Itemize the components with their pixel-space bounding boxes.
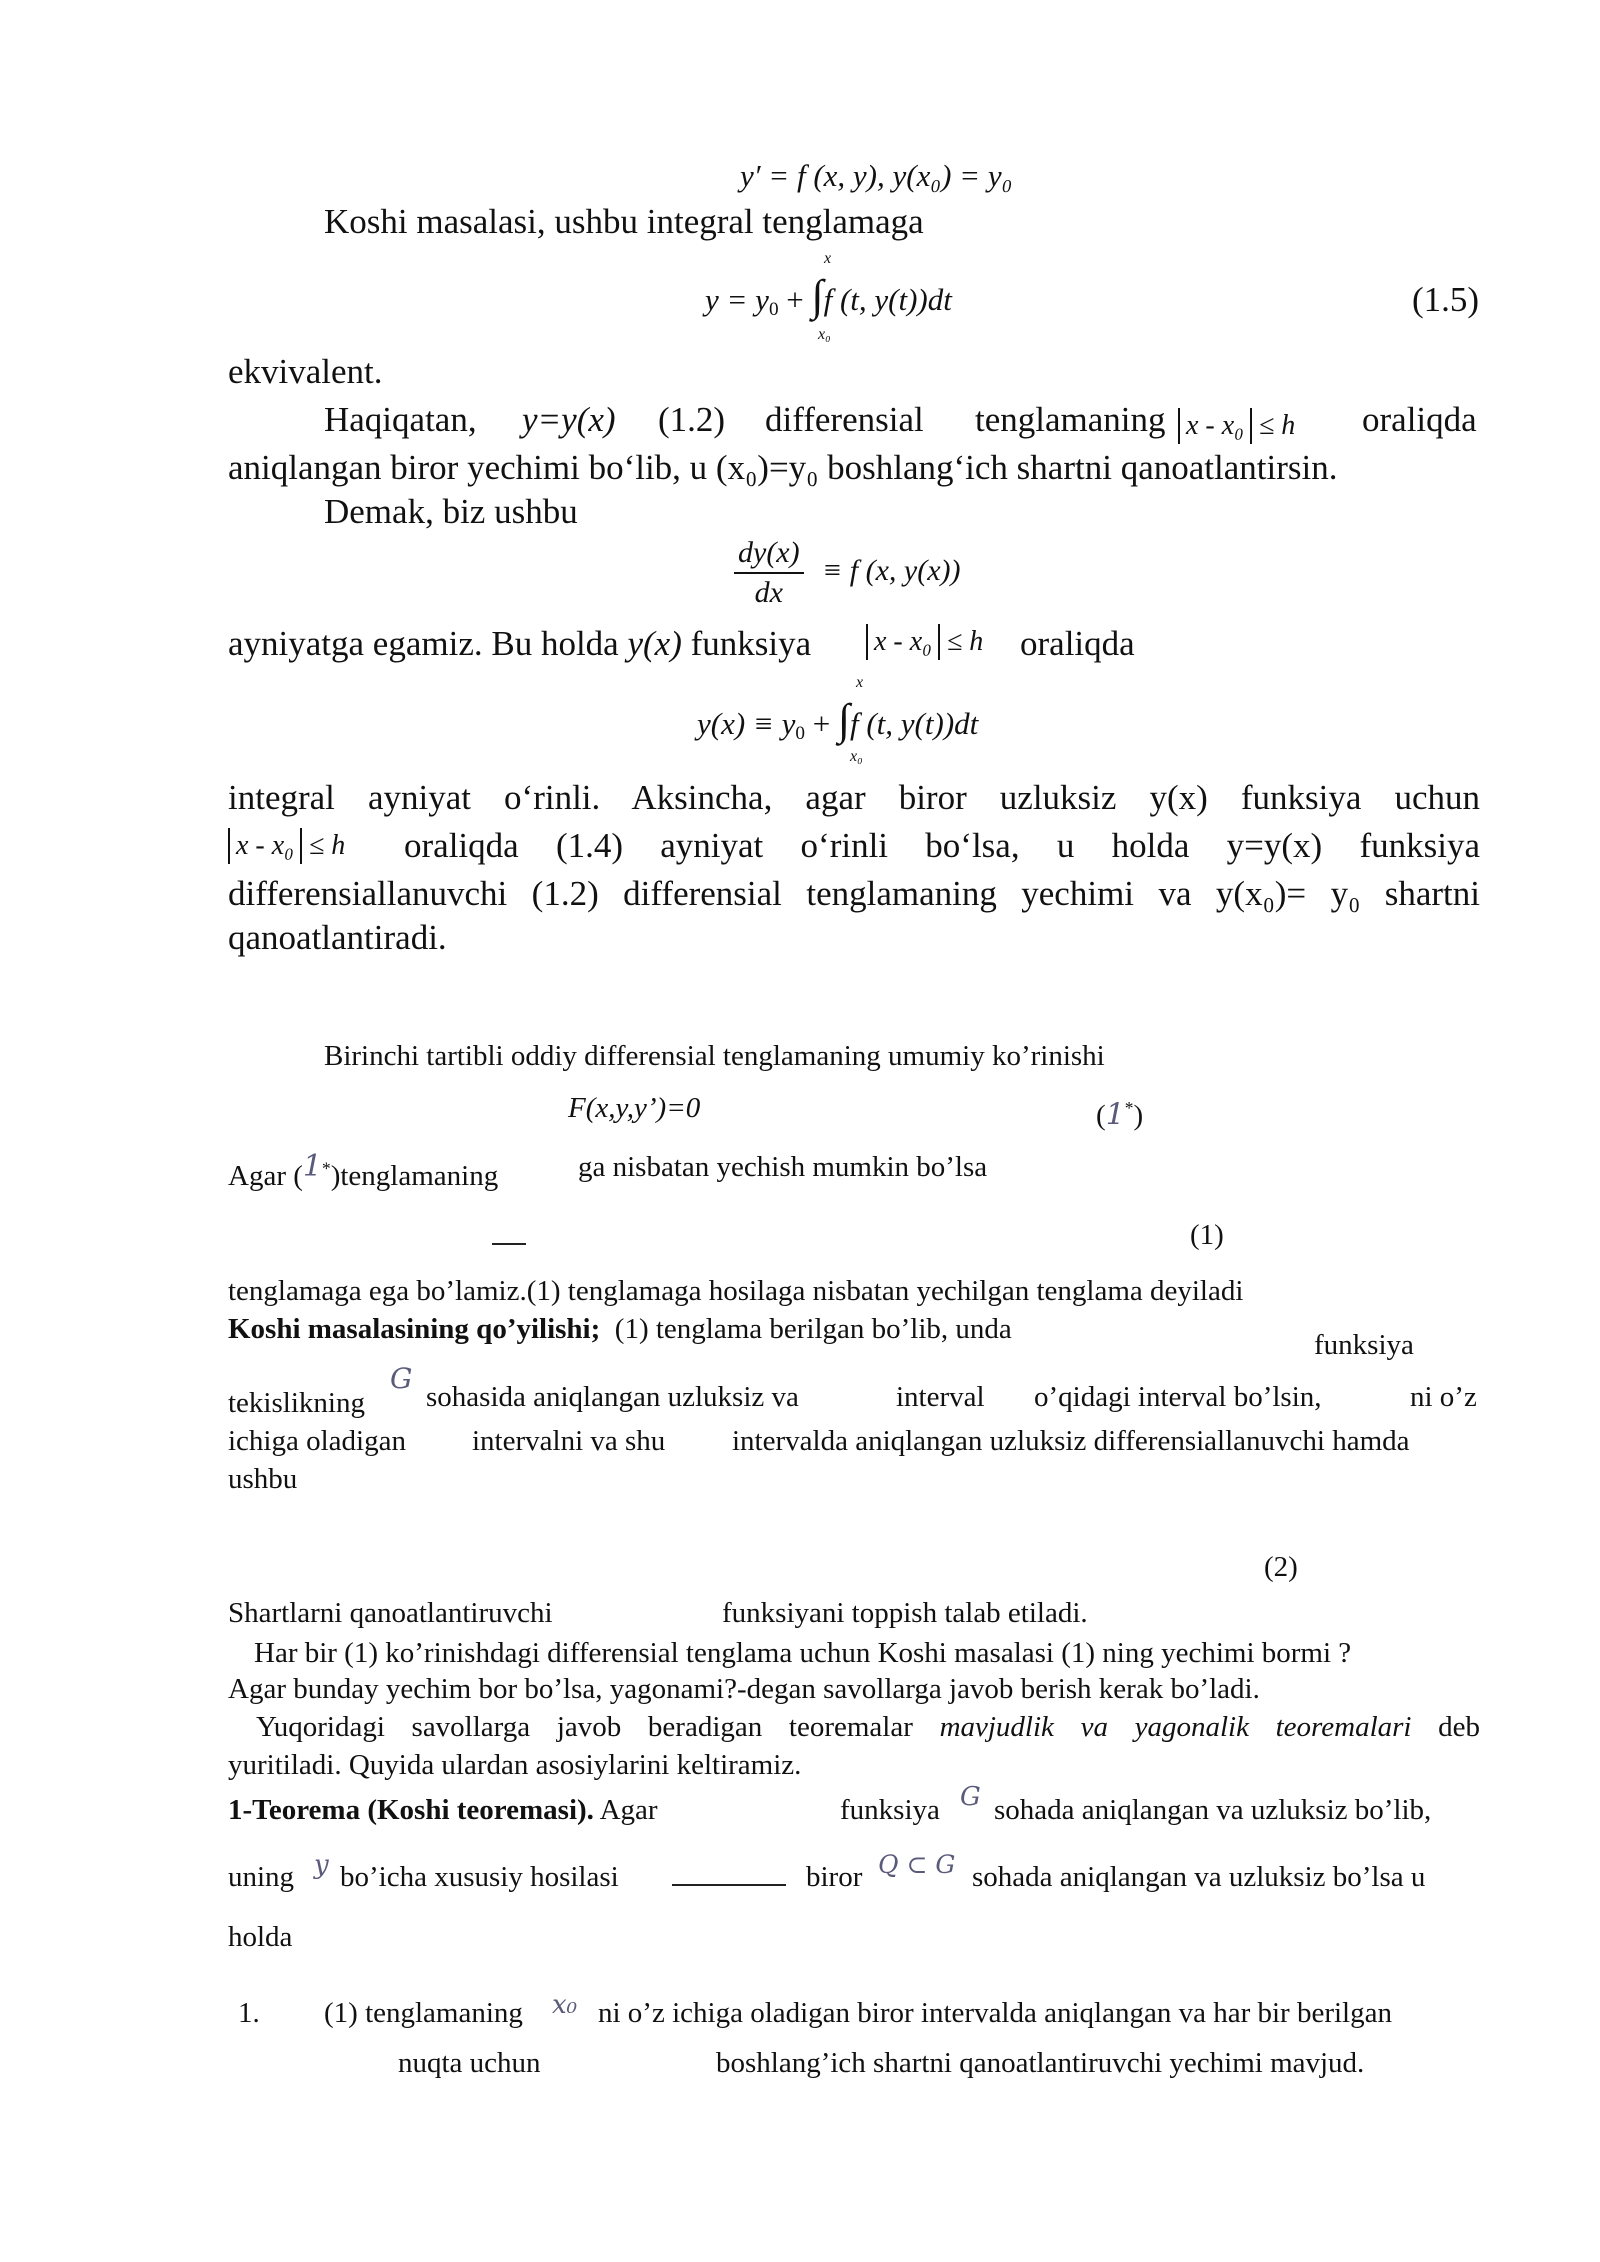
oqidagi-text: o’qidagi interval bo’lsin, — [1034, 1381, 1322, 1413]
nisbatan-text: ga nisbatan yechish mumkin bo’lsa — [578, 1151, 988, 1183]
teorema-title: 1-Teorema (Koshi teoremasi). Agar — [228, 1794, 658, 1826]
interval-word: interval — [896, 1381, 985, 1413]
interval-condition: x - x₀ ≤ h — [1178, 402, 1295, 450]
koshi-problem-line: Koshi masalasining qo’yilishi; (1) tenglama berilgan bo’lib, unda — [228, 1313, 1012, 1345]
cauchy-equation: y′ = f (x, y), y(x₀) = y₀ — [740, 158, 1013, 193]
funksiyani-text: funksiyani toppish talab etiladi. — [722, 1597, 1088, 1629]
ekvivalent-line: ekvivalent. — [228, 352, 383, 391]
equation-F: F(x,y,y’)=0 — [568, 1092, 701, 1124]
ushbu-text: ushbu — [228, 1463, 298, 1495]
derivative-identity-rhs: ≡ f (x, y(x)) — [822, 554, 961, 587]
funksiya-right: funksiya — [1314, 1329, 1414, 1361]
tenglamaga-line: tenglamaga ega bo’lamiz.(1) tenglamaga hosilaga nisbatan yechilgan tenglama deyiladi — [228, 1275, 1244, 1307]
uning-word: uning — [228, 1861, 295, 1893]
aniqlangan-line: aniqlangan biror yechimi bo‘lib, u (x₀)=y₀ boshlang‘ich shartni qanoatlantirsin. — [228, 448, 1338, 487]
xususiy-text: bo’icha xususiy hosilasi — [340, 1861, 619, 1893]
haqiqatan-word: Haqiqatan, — [324, 400, 477, 439]
ichiga-text: ichiga oladigan — [228, 1425, 406, 1457]
agar-bunday-line: Agar bunday yechim bor bo’lsa, yagonami?-degan savollarga javob berish kerak bo’ladi. — [228, 1673, 1260, 1705]
eq-1-5-upper-limit: x — [824, 250, 832, 267]
equation-F-number: (1*) — [1096, 1097, 1144, 1133]
holda-word: holda — [228, 1921, 293, 1953]
tenglamaning-word: tenglamaning — [975, 400, 1166, 439]
interval-condition-2: x - x₀ ≤ h — [866, 624, 983, 660]
ayniyat-line: ayniyatga egamiz. Bu holda y(x) funksiya — [228, 624, 812, 663]
integral-ayniyat-line: integral ayniyat o‘rinli. Aksincha, agar biror uzluksiz y(x) funksiya uchun — [228, 778, 1480, 817]
list-item-text: ni o’z ichiga oladigan biror intervalda aniqlangan va har bir berilgan — [598, 1997, 1392, 2029]
section-heading: Birinchi tartibli oddiy differensial tenglamaning umumiy ko’rinishi — [324, 1040, 1105, 1072]
nuqta-uchun-text: nuqta uchun — [398, 2047, 541, 2079]
oraliqda-word-2: oraliqda — [1020, 624, 1135, 663]
ref-1-2: (1.2) — [658, 400, 726, 439]
sohasida-text: sohasida aniqlangan uzluksiz va — [426, 1381, 799, 1413]
oraliqda-word: oraliqda — [1362, 400, 1477, 439]
sohada-uzluksiz-text: sohada aniqlangan va uzluksiz bo’lsa u — [972, 1861, 1426, 1893]
Q-subset-G: Q ⊂ G — [878, 1850, 956, 1879]
interval-condition-3: x - x₀ ≤ h — [228, 828, 345, 864]
tekislikning-word: tekislikning — [228, 1387, 365, 1419]
integral-identity-lower: x₀ — [850, 748, 863, 765]
biror-word: biror — [806, 1861, 863, 1893]
partial-fraction-dash — [672, 1873, 786, 1891]
agar-line: Agar (1*)tenglamaning — [228, 1149, 499, 1192]
demak-line: Demak, biz ushbu — [324, 492, 578, 531]
boshlangich-text: boshlang’ich shartni qanoatlantiruvchi yechimi mavjud. — [716, 2047, 1365, 2079]
integral-identity-upper: x — [856, 674, 864, 691]
equation-2-number: (2) — [1264, 1551, 1298, 1583]
shartlarni-text: Shartlarni qanoatlantiruvchi — [228, 1597, 553, 1629]
differensiallanuvchi-line: differensiallanuvchi (1.2) differensial tenglamaning yechimi va y(x₀)= y₀ shartni — [228, 874, 1480, 913]
intervalda-text: intervalda aniqlangan uzluksiz differensiallanuvchi hamda — [732, 1425, 1410, 1457]
integral-identity: $y(x) \equiv y_0 + \int f$ (t, y(t))dt — [697, 695, 979, 744]
yuritiladi-line: yuritiladi. Quyida ulardan asosiylarini keltiramiz. — [228, 1749, 802, 1781]
yuqoridagi-line: Yuqoridagi savollarga javob beradigan teoremalar mavjudlik va yagonalik teoremalari deb — [256, 1711, 1481, 1743]
oraliqda-ayniyat-line: oraliqda (1.4) ayniyat o‘rinli bo‘lsa, u holda y=y(x) funksiya — [404, 826, 1480, 865]
eq-1-5: $y = y_0 + \int f$ (t, y(t))dt — [705, 271, 952, 320]
eq-1-5-lower-limit: x₀ — [818, 326, 831, 343]
y-symbol: y — [314, 1850, 329, 1880]
fraction-dash — [492, 1232, 526, 1250]
teorema-sohada: sohada aniqlangan va uzluksiz bo’lib, — [994, 1794, 1432, 1826]
eq-1-5-number: (1.5) — [1412, 280, 1480, 319]
qanoatlantiradi-line: qanoatlantiradi. — [228, 918, 447, 957]
teorema-funksiya: funksiya — [840, 1794, 940, 1826]
ni-oz-text: ni o’z — [1410, 1381, 1477, 1413]
x0-symbol: x₀ — [552, 1990, 578, 2020]
equation-1-number: (1) — [1190, 1219, 1224, 1251]
derivative-fraction: $\frac{dy(x)}{dx}$ — [734, 534, 804, 612]
intro-line: Koshi masalasi, ushbu integral tenglamaga — [324, 202, 924, 241]
yyx-expr: y=y(x) — [522, 400, 616, 439]
G-symbol: G — [390, 1362, 413, 1395]
G-symbol-2: G — [960, 1782, 981, 1812]
list-item-number: 1. — [238, 1997, 260, 2029]
intervalni-text: intervalni va shu — [472, 1425, 666, 1457]
list-item-tenglamaning: (1) tenglamaning — [324, 1997, 523, 2029]
differensial-word: differensial — [765, 400, 924, 439]
har-bir-line: Har bir (1) ko’rinishdagi differensial tenglama uchun Koshi masalasi (1) ning yechimi bormi ? — [254, 1637, 1352, 1669]
